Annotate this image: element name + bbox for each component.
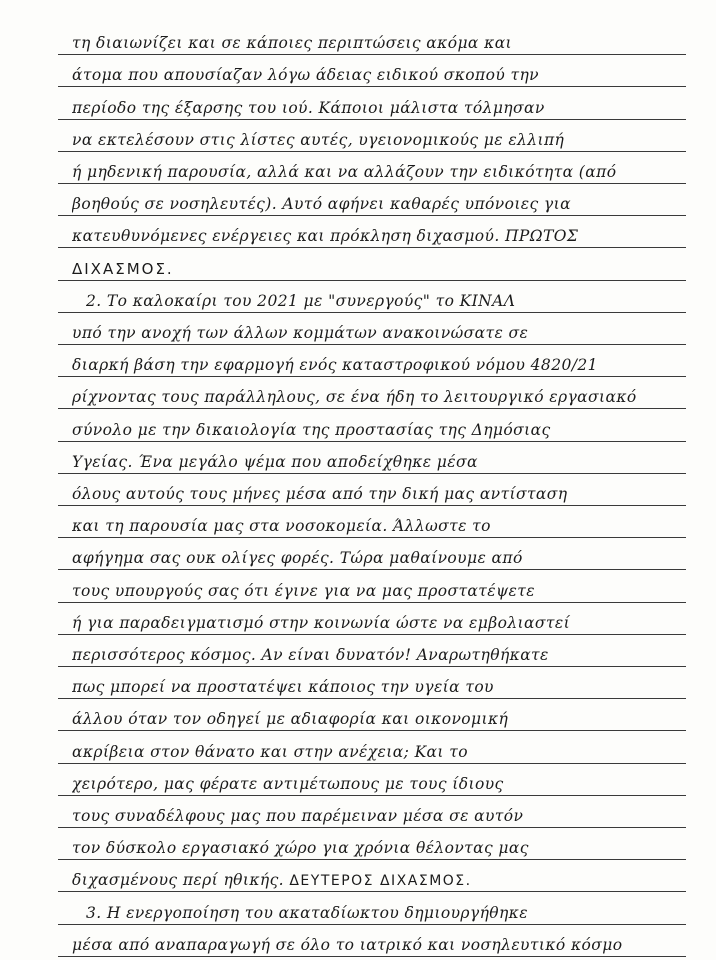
line-text: ρίχνοντας τους παράλληλους, σε ένα ήδη το λειτουργικό εργασιακό <box>72 388 637 407</box>
handwritten-line <box>72 64 682 86</box>
ruled-line <box>58 376 686 377</box>
ruled-line <box>58 859 686 860</box>
ruled-line <box>58 151 686 152</box>
line-text: περίοδο της έξαρσης του ιού. Κάποιοι μάλιστα τόλμησαν <box>72 98 545 117</box>
line-text: αφήγημα σας ουκ ολίγες φορές. Τώρα μαθαίνουμε από <box>72 549 523 568</box>
line-text: τη διαιωνίζει και σε κάποιες περιπτώσεις ακόμα και <box>72 34 513 53</box>
handwritten-line <box>72 741 682 763</box>
line-text: σύνολο με την δικαιολογία της προστασίας της Δημόσιας <box>72 420 551 439</box>
line-tail-text: ΔΕΥΤΕΡΟΣ ΔΙΧΑΣΜΟΣ. <box>289 873 472 890</box>
handwritten-line <box>86 290 682 312</box>
ruled-line <box>58 666 686 667</box>
line-text: κατευθυνόμενες ενέργειες και πρόκληση διχασμού. ΠΡΩΤΟΣ <box>72 227 579 246</box>
line-text: ΔΙΧΑΣΜΟΣ. <box>72 259 174 278</box>
line-text: ή μηδενική παρουσία, αλλά και να αλλάζουν την ειδικότητα (από <box>72 163 617 181</box>
line-text: περισσότερος κόσμος. Αν είναι δυνατόν! Αναρωτηθήκατε <box>72 646 549 664</box>
ruled-line <box>58 537 686 538</box>
line-text: όλους αυτούς τους μήνες μέσα από την δική μας αντίσταση <box>72 485 568 503</box>
ruled-line <box>58 473 686 474</box>
line-text: ακρίβεια στον θάνατο και στην ανέχεια; Και το <box>72 742 468 761</box>
handwritten-line <box>72 773 682 795</box>
line-text: διχασμένους περί ηθικής. <box>72 871 285 890</box>
ruled-line <box>58 763 686 764</box>
line-text: μέσα από αναπαραγωγή σε όλο το ιατρικό και νοσηλευτικό κόσμο <box>72 935 623 954</box>
handwritten-line <box>72 451 682 473</box>
handwritten-line <box>72 515 682 537</box>
ruled-line <box>58 344 686 345</box>
ruled-line <box>58 183 686 184</box>
handwritten-line <box>72 354 682 376</box>
ruled-line <box>58 795 686 796</box>
handwritten-line <box>72 386 682 408</box>
handwritten-line <box>72 547 682 569</box>
ruled-line <box>58 247 686 248</box>
ruled-line <box>58 924 686 925</box>
handwritten-line <box>72 805 682 827</box>
ruled-line <box>58 730 686 731</box>
handwritten-line <box>72 193 682 215</box>
line-text: 3. Η ενεργοποίηση του ακαταδίωκτου δημιουργήθηκε <box>86 903 528 922</box>
line-text: Υγείας. Ένα μεγάλο ψέμα που αποδείχθηκε μέσα <box>72 452 478 471</box>
ruled-line <box>58 119 686 120</box>
line-text: τον δύσκολο εργασιακό χώρο για χρόνια θέλοντας μας <box>72 839 529 858</box>
line-text: ή για παραδειγματισμό στην κοινωνία ώστε να εμβολιαστεί <box>72 613 571 632</box>
handwritten-line <box>72 708 682 730</box>
ruled-line <box>58 634 686 635</box>
handwritten-line <box>72 419 682 441</box>
line-text: υπό την ανοχή των άλλων κομμάτων ανακοινώσατε σε <box>72 324 529 342</box>
handwritten-line <box>72 676 682 698</box>
handwritten-line <box>72 580 682 602</box>
line-text: 2. Το καλοκαίρι του 2021 με "συνεργούς" το ΚΙΝΑΛ <box>86 291 516 310</box>
ruled-line <box>58 441 686 442</box>
handwritten-line <box>72 258 682 280</box>
ruled-line <box>58 827 686 828</box>
line-text: βοηθούς σε νοσηλευτές). Αυτό αφήνει καθαρές υπόνοιες για <box>72 195 571 214</box>
line-text: τους υπουργούς σας ότι έγινε για να μας προστατέψετε <box>72 581 535 600</box>
handwritten-line <box>72 161 682 183</box>
handwritten-line <box>72 869 682 892</box>
handwritten-line <box>72 322 682 344</box>
ruled-line <box>58 602 686 603</box>
ruled-line <box>58 505 686 506</box>
ruled-line <box>58 54 686 55</box>
handwritten-line <box>72 129 682 151</box>
handwritten-line <box>72 225 682 247</box>
handwritten-line <box>72 644 682 666</box>
handwritten-line <box>86 902 682 924</box>
handwritten-line <box>72 612 682 634</box>
ruled-line <box>58 569 686 570</box>
ruled-line <box>58 698 686 699</box>
line-text: και τη παρουσία μας στα νοσοκομεία. Άλλωστε το <box>72 517 491 536</box>
handwritten-line <box>72 837 682 859</box>
line-text: πως μπορεί να προστατέψει κάποιος την υγεία του <box>72 678 494 697</box>
ruled-line <box>58 312 686 313</box>
line-text: τους συναδέλφους μας που παρέμειναν μέσα σε αυτόν <box>72 807 524 825</box>
line-text: διαρκή βάση την εφαρμογή ενός καταστροφικού νόμου 4820/21 <box>72 356 598 375</box>
ruled-line <box>58 86 686 87</box>
ruled-line <box>58 215 686 216</box>
line-text: να εκτελέσουν στις λίστες αυτές, υγειονομικούς με ελλιπή <box>72 130 565 149</box>
ruled-line <box>58 280 686 281</box>
ruled-line <box>58 956 686 957</box>
handwritten-line <box>72 934 682 956</box>
handwritten-line <box>72 483 682 505</box>
ruled-line <box>58 408 686 409</box>
line-text: άλλου όταν τον οδηγεί με αδιαφορία και οικονομική <box>72 710 509 729</box>
line-text: χειρότερο, μας φέρατε αντιμέτωπους με τους ίδιους <box>72 774 504 793</box>
handwritten-line <box>72 32 682 54</box>
handwritten-line <box>72 97 682 119</box>
line-text: άτομα που απουσίαζαν λόγω άδειας ειδικού σκοπού την <box>72 66 539 85</box>
